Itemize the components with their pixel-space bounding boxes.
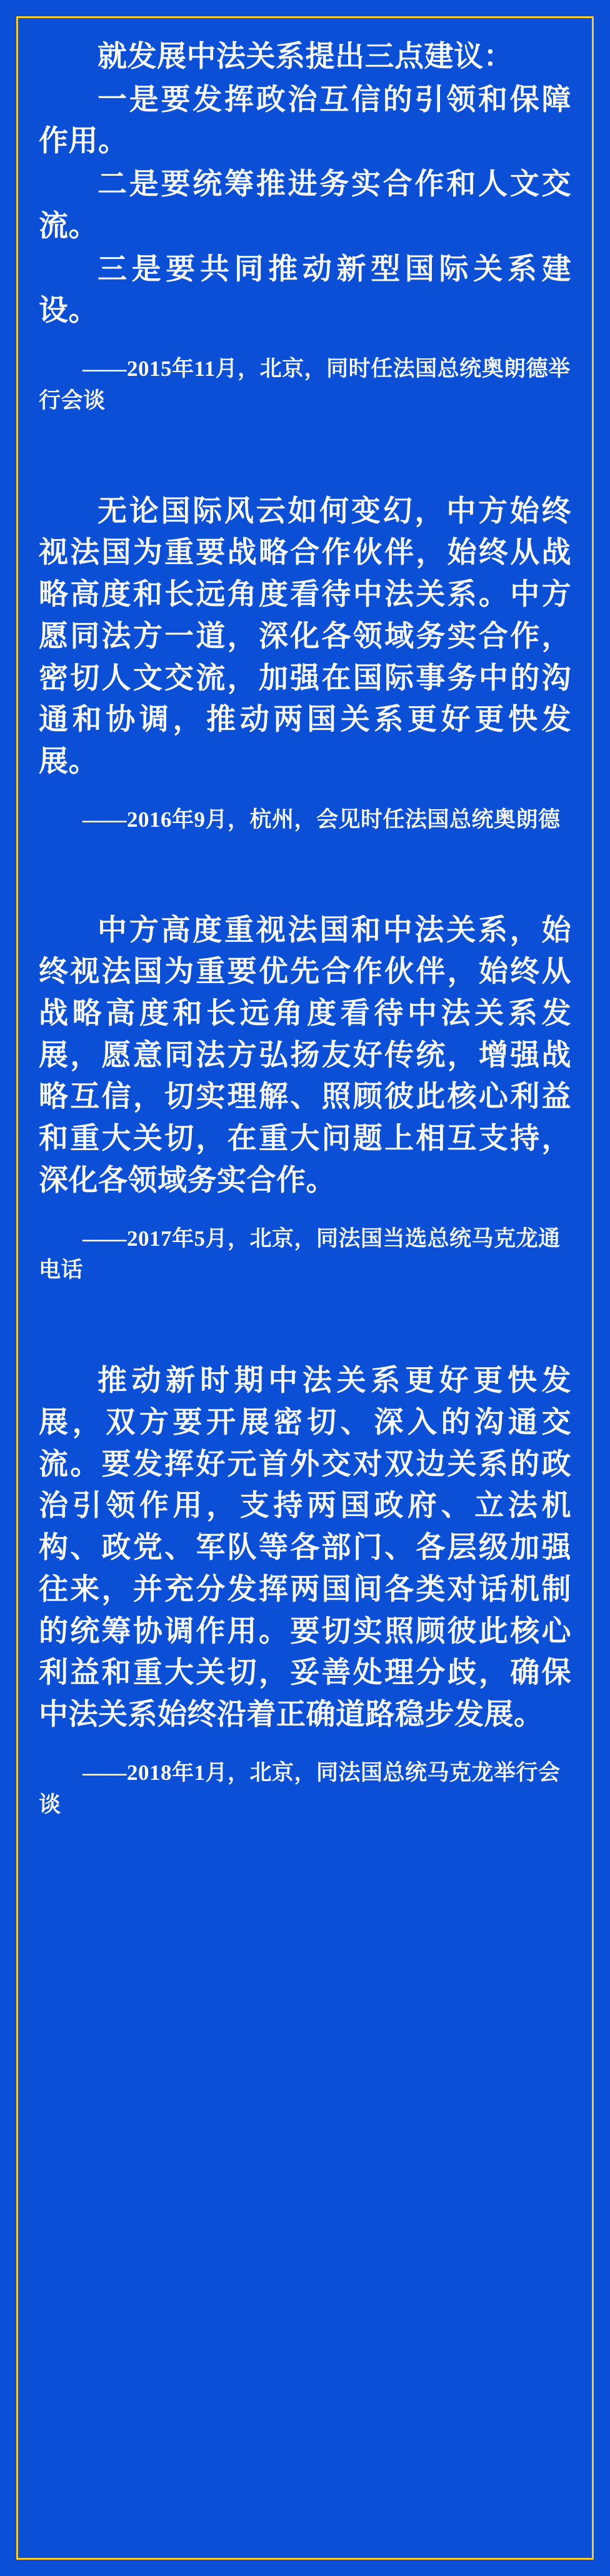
quote-paragraph: 三是要共同推动新型国际关系建设。 [39, 253, 571, 328]
quote-paragraph: 无论国际风云如何变幻，中方始终视法国为重要战略合作伙伴，始终从战略高度和长远角度看待中法关系。中方愿同法方一道，深化各领域务实合作，密切人文交流，加强在国际事务中的沟通和协调，推动两国关系更好更快发展。 [39, 495, 571, 779]
quote-source: ——2017年5月，北京，同法国当选总统马克龙通电话 [39, 1226, 561, 1283]
quote-paragraph: 就发展中法关系提出三点建议： [98, 41, 513, 73]
quote-paragraph: 中方高度重视法国和中法关系，始终视法国为重要优先合作伙伴，始终从战略高度和长远角度看待中法关系发展，愿意同法方弘扬友好传统，增强战略互信，切实理解、照顾彼此核心利益和重大关切，在重大问题上相互支持，深化各领域务实合作。 [39, 914, 571, 1197]
section-spacer [39, 417, 571, 491]
quote-block-2015 [39, 36, 571, 417]
document-content [39, 36, 571, 1821]
quote-source: ——2016年9月，杭州，会见时任法国总统奥朗德 [82, 807, 561, 832]
quote-block-2016 [39, 491, 571, 836]
quote-source: ——2018年1月，北京，同法国总统马克龙举行会谈 [39, 1760, 561, 1817]
section-spacer [39, 836, 571, 910]
quote-block-2018 [39, 1360, 571, 1821]
quote-paragraph: 一是要发挥政治互信的引领和保障作用。 [39, 83, 571, 158]
quote-paragraph: 二是要统筹推进务实合作和人文交流。 [39, 168, 571, 243]
quote-source: ——2015年11月，北京，同时任法国总统奥朗德举行会谈 [39, 356, 571, 413]
section-spacer [39, 1286, 571, 1360]
quote-block-2017 [39, 910, 571, 1287]
quote-paragraph: 推动新时期中法关系更好更快发展，双方要开展密切、深入的沟通交流。要发挥好元首外交对双边关系的政治引领作用，支持两国政府、立法机构、政党、军队等各部门、各层级加强往来，并充分发挥两国间各类对话机制的统筹协调作用。要切实照顾彼此核心利益和重大关切，妥善处理分歧，确保中法关系始终沿着正确道路稳步发展。 [39, 1365, 571, 1732]
